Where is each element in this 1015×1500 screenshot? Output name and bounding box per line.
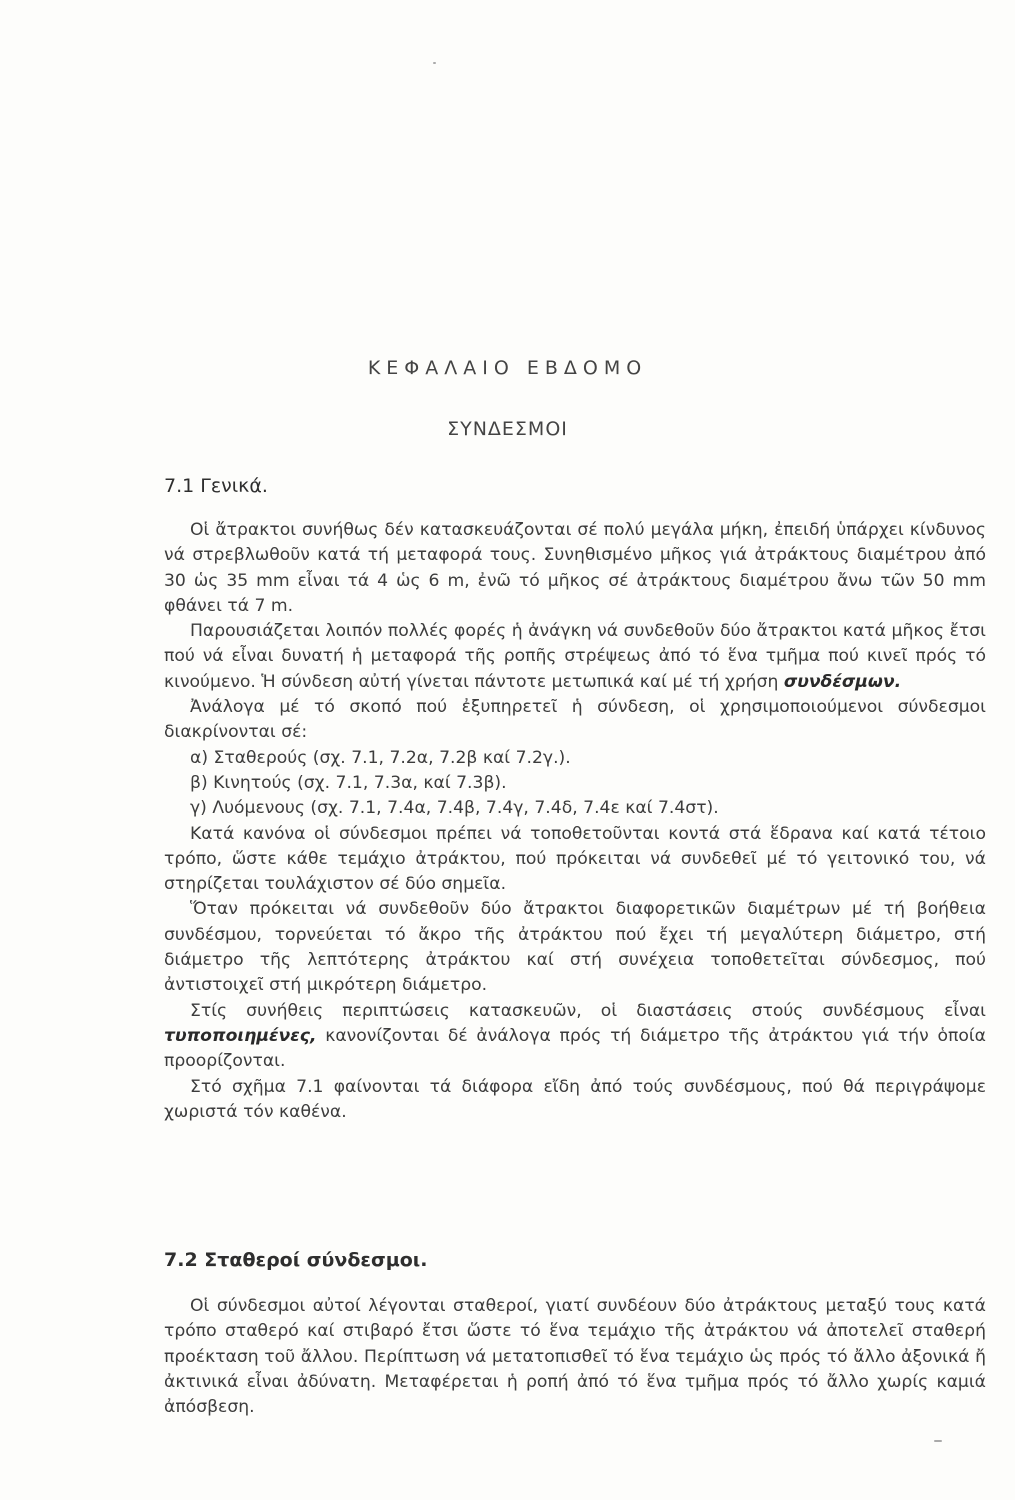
paragraph-text: Παρουσιάζεται λοιπόν πολλές φορές ἡ ἀνάγκη νά συνδεθοῦν δύο ἄτρακτοι κατά μῆκος ἔτσι πού νά εἶναι δυνατή ἡ μεταφορά τῆς ροπῆς στρέψεως ἀπό τό ἕνα τμῆμα πού κινεῖ πρός τό κινούμενο. Ἡ σύνδεση αὐτή γίνεται πάντοτε μετωπικά καί μέ τή χρήση [164, 621, 986, 692]
list-item: α) Σταθερούς (σχ. 7.1, 7.2α, 7.2β καί 7.2γ.). [190, 747, 571, 768]
emphasis-term: συνδέσμων. [783, 671, 902, 692]
section-number: 7.2 [164, 1249, 198, 1271]
paragraph-text: κανονίζονται δέ ἀνάλογα πρός τή διάμετρο τῆς ἀτράκτου γιά τήν ὁποία προορίζονται. [164, 1025, 986, 1072]
paragraph: Οἱ ἄτρακτοι συνήθως δέν κατασκευάζονται σέ πολύ μεγάλα μήκη, ἐπειδή ὑπάρχει κίνδυνος νά στρεβλωθοῦν κατά τή μεταφορά τους. Συνηθισμένο μῆκος γιά ἀτράκτους διαμέτρου ἀπό 30 ὡς 35 mm εἶναι τά 4 ὡς 6 m, ἐνῶ τό μῆκος σέ ἀτράκτους διαμέτρου ἄνω τῶν 50 mm φθάνει τά 7 m. [164, 520, 986, 616]
section-number: 7.1 [164, 475, 195, 497]
paragraph: Ὅταν πρόκειται νά συνδεθοῦν δύο ἄτρακτοι διαφορετικῶν διαμέτρων μέ τή βοήθεια συνδέσμου, τορνεύεται τό ἄκρο τῆς ἀτράκτου πού ἔχει τή μεγαλύτερη διάμετρο, στή διάμετρο τῆς λεπτότερης ἀτράκτου καί στή συνέχεια τοποθετεῖται σύνδεσμος, πού ἀντιστοιχεῖ στή μικρότερη διάμετρο. [164, 899, 986, 996]
paragraph [164, 619, 986, 695]
paragraph: Στό σχῆμα 7.1 φαίνονται τά διάφορα εἴδη ἀπό τούς συνδέσμους, πού θά περιγράψομε χωριστά τόν καθένα. [164, 1076, 986, 1122]
section-body-7-2 [164, 1294, 986, 1420]
paragraph: Ἀνάλογα μέ τό σκοπό πού ἐξυπηρετεῖ ἡ σύνδεση, οἱ χρησιμοποιούμενοι σύνδεσμοι διακρίνονται σέ: [164, 697, 986, 743]
section-heading-7-2 [164, 1249, 427, 1271]
scan-speck [433, 62, 436, 64]
section-body-7-1 [164, 518, 986, 1125]
paragraph: Κατά κανόνα οἱ σύνδεσμοι πρέπει νά τοποθετοῦνται κοντά στά ἕδρανα καί κατά τέτοιο τρόπο, ὥστε κάθε τεμάχιο ἀτράκτου, πού πρόκειται νά συνδεθεῖ μέ τό γειτονικό του, νά στηρίζεται τουλάχιστον σέ δύο σημεῖα. [164, 823, 986, 895]
paragraph [164, 999, 986, 1075]
emphasis-term: τυποποιημένες, [164, 1025, 317, 1046]
list-item: β) Κινητούς (σχ. 7.1, 7.3α, καί 7.3β). [190, 772, 507, 793]
chapter-title: ΣΥΝΔΕΣΜΟΙ [447, 418, 568, 440]
chapter-label: ΚΕΦΑΛΑΙΟ ΕΒΔΟΜΟ [367, 357, 648, 379]
section-title: Γενικά. [200, 475, 268, 497]
section-heading-7-1 [164, 475, 268, 497]
paragraph: Οἱ σύνδεσμοι αὐτοί λέγονται σταθεροί, γιατί συνδέουν δύο ἀτράκτους μεταξύ τους κατά τρόπο σταθερό καί στιβαρό ἔτσι ὥστε τό ἕνα τεμάχιο τῆς ἀτράκτου νά ἀποτελεῖ σταθερή προέκταση τοῦ ἄλλου. Περίπτωση νά μετατοπισθεῖ τό ἕνα τεμάχιο ὡς πρός τό ἄλλο ἀξονικά ἤ ἀκτινικά εἶναι ἀδύνατη. Μεταφέρεται ἡ ροπή ἀπό τό ἕνα τμῆμα πρός τό ἄλλο χωρίς καμιά ἀπόσβεση. [164, 1296, 986, 1418]
section-title: Σταθεροί σύνδεσμοι. [204, 1249, 428, 1271]
scan-speck [934, 1440, 942, 1442]
list-item: γ) Λυόμενους (σχ. 7.1, 7.4α, 7.4β, 7.4γ, 7.4δ, 7.4ε καί 7.4στ). [190, 798, 719, 819]
paragraph-text: Στίς συνήθεις περιπτώσεις κατασκευῶν, οἱ διαστάσεις στούς συνδέσμους εἶναι [190, 1000, 986, 1021]
